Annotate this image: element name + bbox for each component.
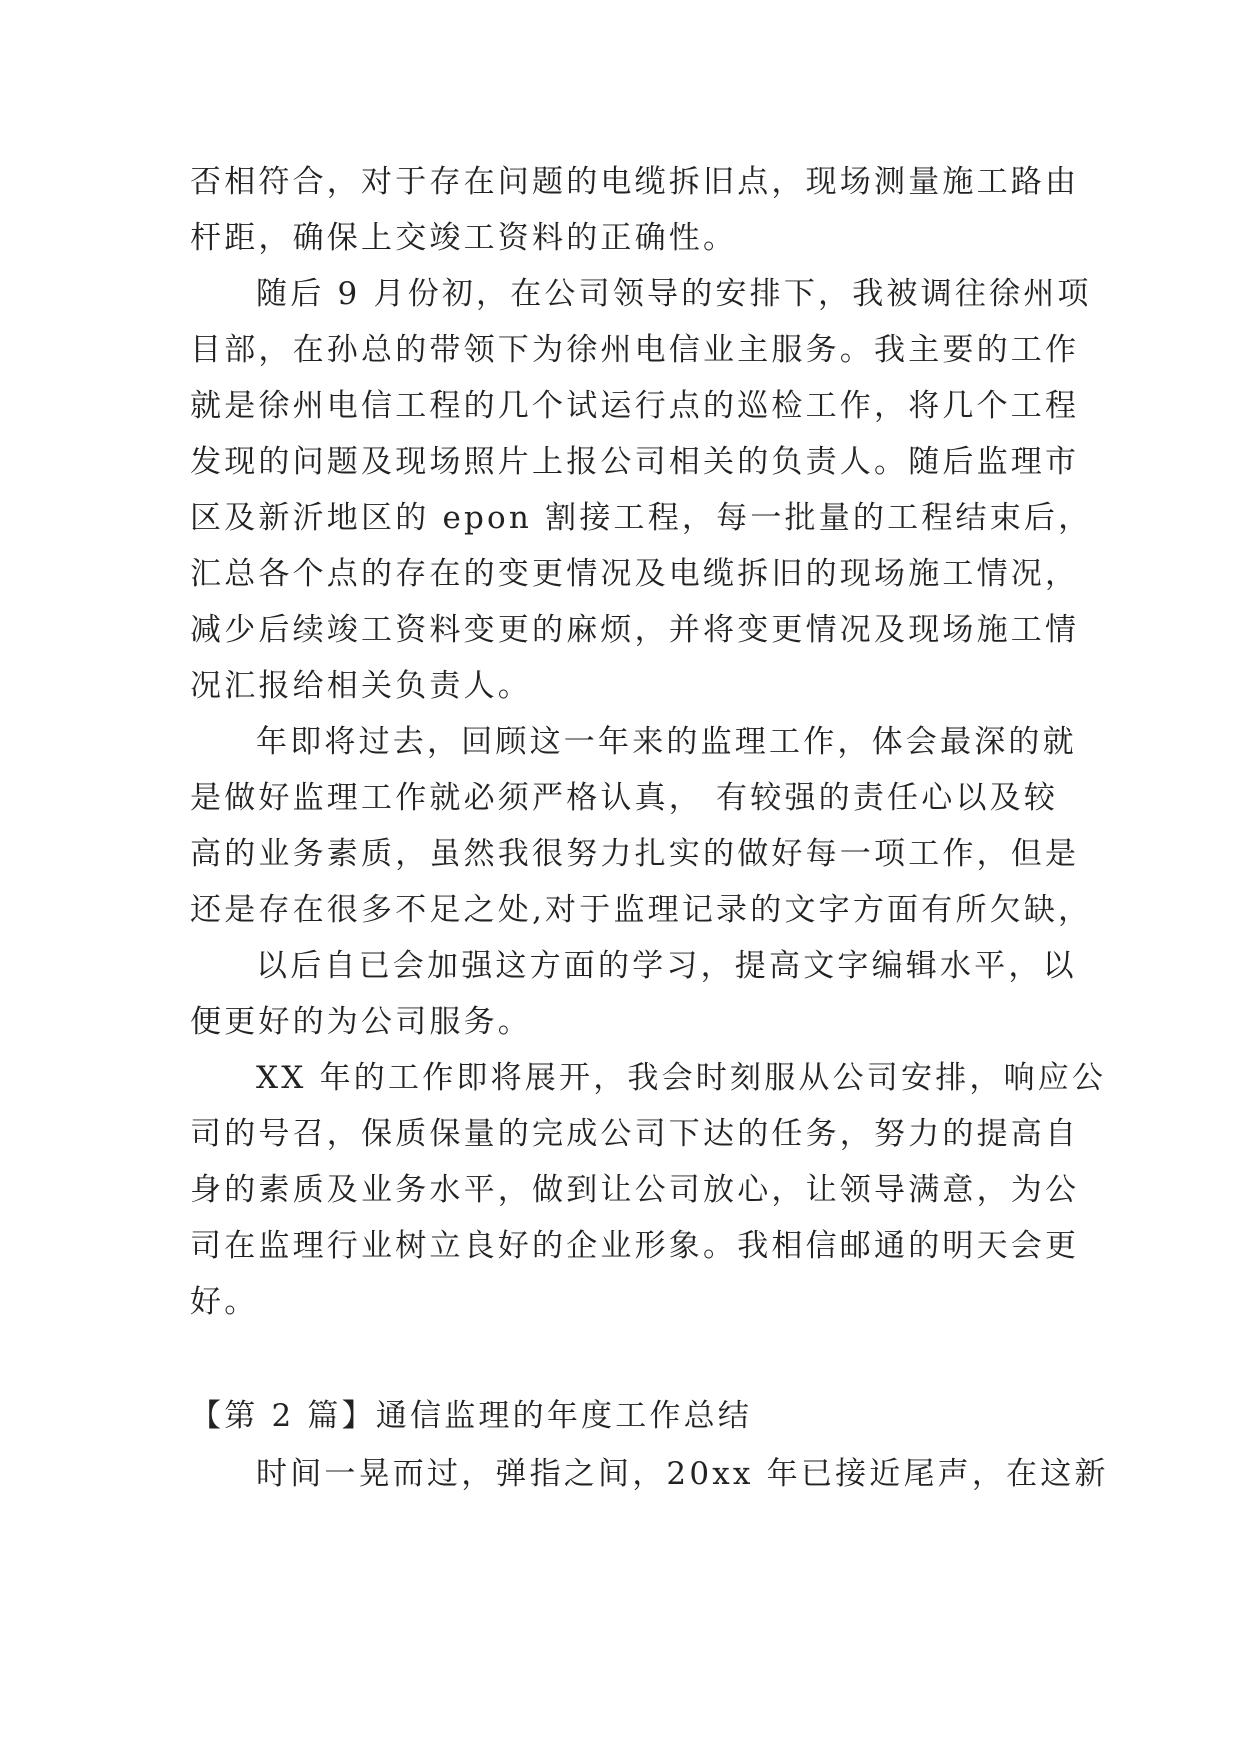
paragraph-5-line-3: 身的素质及业务水平，做到让公司放心，让领导满意，为公	[190, 1172, 1080, 1208]
paragraph-1-line-2: 杆距，确保上交竣工资料的正确性。	[190, 220, 738, 256]
paragraph-1-line-1: 否相符合，对于存在问题的电缆拆旧点，现场测量施工路由	[190, 164, 1080, 200]
paragraph-4-line-1: 以后自已会加强这方面的学习，提高文字编辑水平，以	[256, 948, 1077, 984]
paragraph-2-line-4: 发现的问题及现场照片上报公司相关的负责人。随后监理市	[190, 444, 1080, 480]
paragraph-5-line-5: 好。	[190, 1284, 259, 1320]
paragraph-2-line-8: 况汇报给相关负责人。	[190, 668, 532, 704]
paragraph-3-line-4: 还是存在很多不足之处,对于监理记录的文字方面有所欠缺，	[190, 892, 1093, 928]
paragraph-5-line-2: 司的号召，保质保量的完成公司下达的任务，努力的提高自	[190, 1116, 1080, 1152]
paragraph-2-line-3: 就是徐州电信工程的几个试运行点的巡检工作，将几个工程	[190, 388, 1080, 424]
paragraph-2-line-5: 区及新沂地区的 epon 割接工程，每一批量的工程结束后，	[190, 500, 1093, 536]
paragraph-5-line-4: 司在监理行业树立良好的企业形象。我相信邮通的明天会更	[190, 1228, 1080, 1264]
paragraph-6-line-1: 时间一晃而过，弹指之间，20xx 年已接近尾声，在这新	[256, 1456, 1109, 1492]
paragraph-3-line-1: 年即将过去，回顾这一年来的监理工作，体会最深的就	[256, 724, 1077, 760]
section-heading: 【第 2 篇】通信监理的年度工作总结	[190, 1398, 753, 1434]
paragraph-4-line-2: 便更好的为公司服务。	[190, 1004, 532, 1040]
paragraph-2-line-7: 减少后续竣工资料变更的麻烦，并将变更情况及现场施工情	[190, 612, 1080, 648]
paragraph-3-line-2: 是做好监理工作就必须严格认真， 有较强的责任心以及较	[190, 780, 1059, 816]
paragraph-2-line-2: 目部，在孙总的带领下为徐州电信业主服务。我主要的工作	[190, 332, 1080, 368]
paragraph-3-line-3: 高的业务素质，虽然我很努力扎实的做好每一项工作，但是	[190, 836, 1080, 872]
paragraph-2-line-1: 随后 9 月份初，在公司领导的安排下，我被调往徐州项	[256, 276, 1092, 312]
paragraph-2-line-6: 汇总各个点的存在的变更情况及电缆拆旧的现场施工情况，	[190, 556, 1080, 592]
paragraph-5-line-1: XX 年的工作即将展开，我会时刻服从公司安排，响应公	[256, 1060, 1107, 1096]
